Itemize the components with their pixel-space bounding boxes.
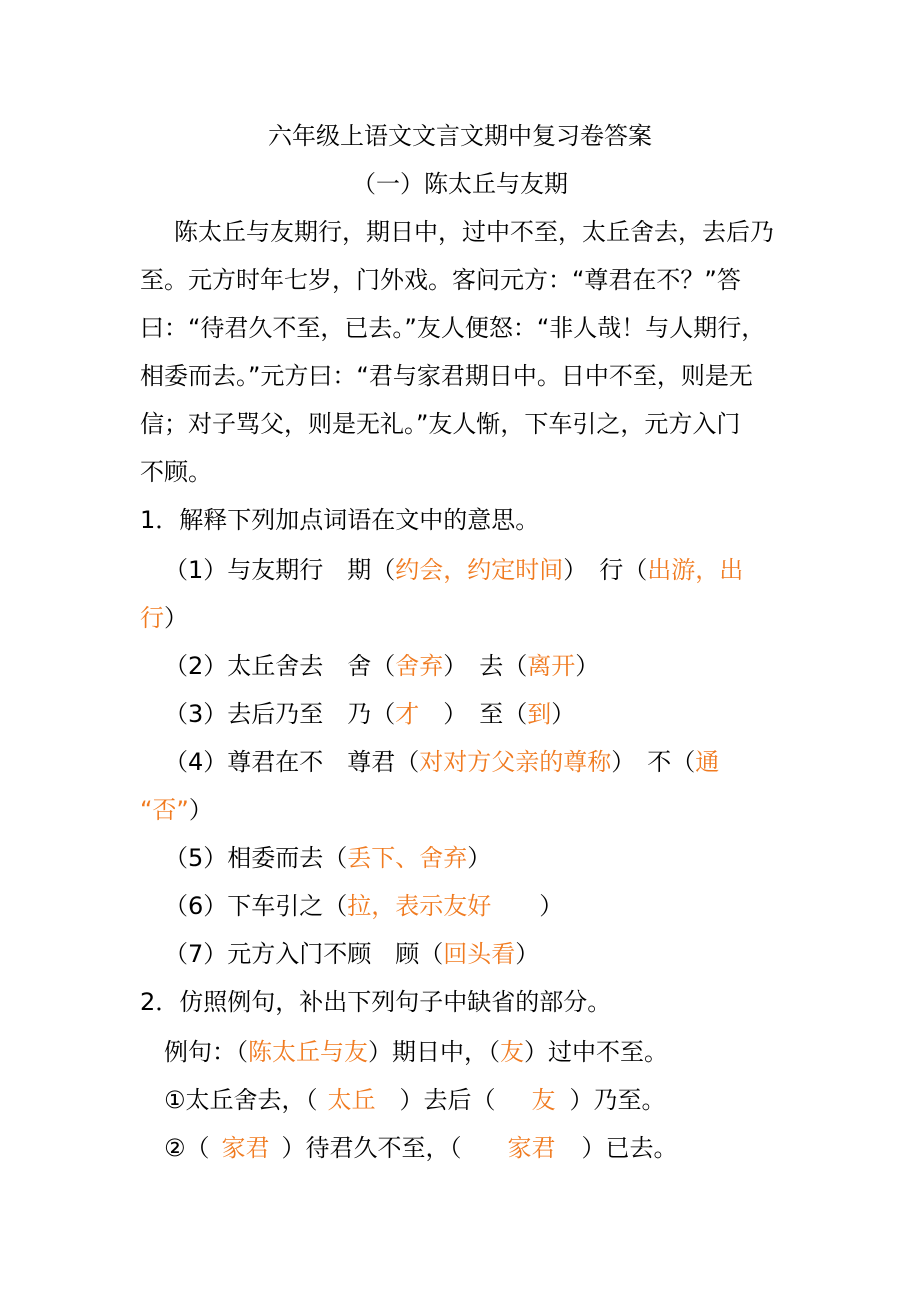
question-1-prompt: 1．解释下列加点词语在文中的意思。 <box>140 506 540 534</box>
q1-item-2 <box>164 650 599 682</box>
q1-item-4-cont <box>140 794 213 826</box>
answer-text: 回头看 <box>443 940 516 968</box>
answer-text: 家君 <box>221 1134 270 1162</box>
q2-text: ）乃至。 <box>569 1086 666 1114</box>
q1-item-1-cont <box>140 602 188 634</box>
q1-item-3 <box>164 698 575 730</box>
answer-text: 通 <box>695 748 720 776</box>
q1-item-text: ） 至（ <box>419 700 528 728</box>
q1-item-7 <box>164 938 539 970</box>
answer-text: 家君 <box>507 1134 556 1162</box>
q1-item-text: ） 行（ <box>563 556 648 584</box>
answer-text: 陈太丘与友 <box>248 1038 368 1066</box>
q1-item-text: （5）相委而去（ <box>164 844 348 872</box>
q2-text: ）过中不至。 <box>524 1038 668 1066</box>
document-title: 六年级上语文文言文期中复习卷答案 <box>268 122 652 150</box>
q1-item-text: ） <box>551 700 576 728</box>
section-title: （一）陈太丘与友期 <box>352 170 568 198</box>
q2-sentence-2 <box>164 1132 678 1164</box>
q2-text: 例句：（ <box>164 1038 248 1066</box>
q1-item-text: （3）去后乃至 乃（ <box>164 700 396 728</box>
q2-example <box>164 1036 668 1068</box>
answer-text: 舍弃 <box>395 652 444 680</box>
q2-text: ）去后（ <box>375 1086 496 1114</box>
q1-item-text: （7）元方入门不顾 顾（ <box>164 940 444 968</box>
q2-text: ）已去。 <box>581 1134 678 1162</box>
q1-item-text: ） <box>467 844 492 872</box>
q2-sentence-1 <box>164 1084 666 1116</box>
answer-text: 友 <box>531 1086 556 1114</box>
q1-item-text: ） <box>164 604 188 632</box>
passage-line: 至。元方时年七岁，门外戏。客问元方：“尊君在不？”答 <box>140 266 741 294</box>
answer-text: 离开 <box>527 652 576 680</box>
answer-text: 约会，约定时间 <box>395 556 564 584</box>
q2-text: ）期日中，（ <box>368 1038 500 1066</box>
answer-text: 才 <box>395 700 420 728</box>
q1-item-4 <box>164 746 719 778</box>
q2-text: ①太丘舍去，（ <box>164 1086 318 1114</box>
answer-text: 拉，表示友好 <box>347 892 492 920</box>
q2-text: ②（ <box>164 1134 210 1162</box>
q1-item-6 <box>164 890 563 922</box>
q1-item-text: （4）尊君在不 尊君（ <box>164 748 420 776</box>
passage-line: 曰：“待君久不至，已去。”友人便怒：“非人哉！与人期行， <box>140 314 766 342</box>
answer-text: 丢下、舍弃 <box>347 844 468 872</box>
q1-item-text: ） <box>575 652 600 680</box>
answer-text: 行 <box>140 604 164 632</box>
q2-text: ）待君久不至，（ <box>281 1134 462 1162</box>
q1-item-text: ） <box>515 940 540 968</box>
q1-item-text: ） <box>188 796 213 824</box>
answer-text: 到 <box>527 700 552 728</box>
answer-text: 对对方父亲的尊称 <box>419 748 612 776</box>
answer-text: 出游，出 <box>647 556 744 584</box>
q1-item-5 <box>164 842 491 874</box>
question-2-prompt: 2．仿照例句，补出下列句子中缺省的部分。 <box>140 988 612 1016</box>
q1-item-text: （2）太丘舍去 舍（ <box>164 652 396 680</box>
passage-line: 信；对子骂父，则是无礼。”友人惭，下车引之，元方入门 <box>140 410 741 438</box>
passage-line: 相委而去。”元方曰：“君与家君期日中。日中不至，则是无 <box>140 362 753 390</box>
answer-text: “否” <box>140 796 189 824</box>
q1-item-text: ） <box>491 892 564 920</box>
q1-item-text: ） 去（ <box>443 652 528 680</box>
q1-item-text: （1）与友期行 期（ <box>164 556 396 584</box>
q1-item-text: ） 不（ <box>611 748 696 776</box>
answer-text: 太丘 <box>327 1086 376 1114</box>
q1-item-1 <box>164 554 743 586</box>
passage-line: 陈太丘与友期行，期日中，过中不至，太丘舍去，去后乃 <box>174 218 774 246</box>
answer-text: 友 <box>500 1038 524 1066</box>
passage-line: 不顾。 <box>140 458 212 486</box>
q1-item-text: （6）下车引之（ <box>164 892 348 920</box>
